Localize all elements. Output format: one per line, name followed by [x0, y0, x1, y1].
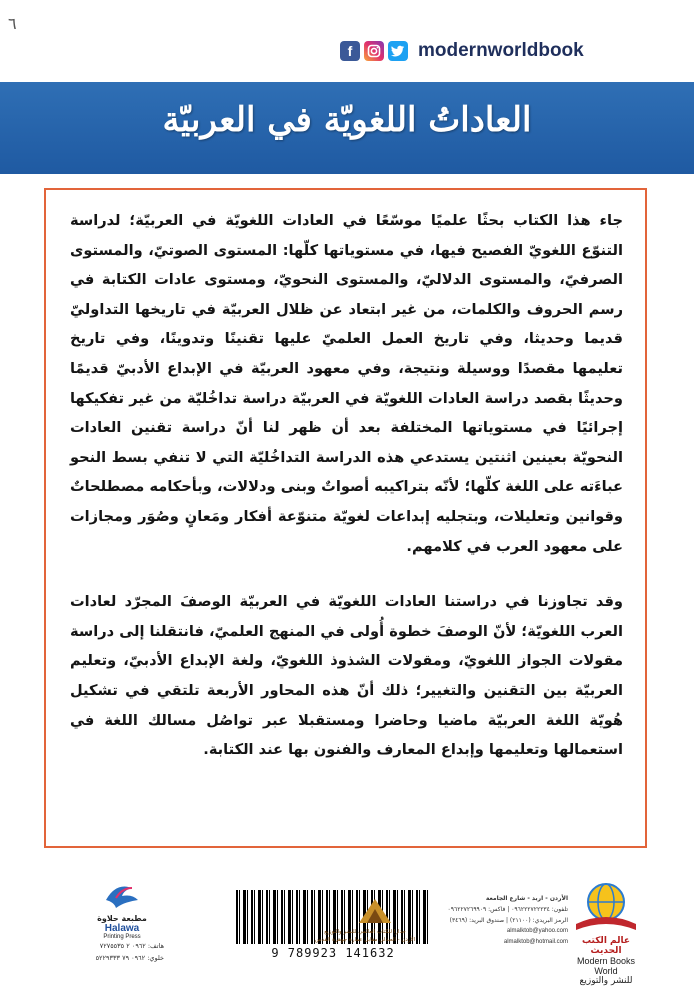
publisher-contact	[418, 893, 568, 948]
publisher-email-2: almalktob@hotmail.com	[503, 939, 568, 945]
publisher-postal: الرمز البريدي: (٢١١٠٠) | صندوق البريد: (٣٤٦٩)	[449, 917, 568, 924]
distributor-address: الأردن - العبدلي مقابل عمارة جوهرة القدس	[314, 937, 416, 943]
barcode-number: 9 789923 141632	[271, 946, 395, 960]
printer-name-en: Halawa	[104, 923, 140, 934]
description-paragraph-1: جاء هذا الكتاب بحثًا علميًا موسّعًا في العادات اللغويّة في العربيّة؛ لدراسة التنوّع اللغويّ الفصيح فيها، في مستوياتها كلّها: المستوى الصوتيّ، والمستوى الصرفيّ، والمستوى الدلاليّ، والمستوى النحويّ، ومستوى عادات الكتابة في رسم الحروف والكلمات، من غير ابتعاد عن ظلال العربيّة في تاريخها التداوليّ قديما وحديثا، وفي تاريخ العمل العلميّ عليها تقنينًا وتدوينًا، وفي تاريخ تعليمها مقصدًا ووسيلة ونتيجة، وفي معهود العربيّة في الإبداع الأدبيّ قديمًا وحديثًا بقصد دراسة العادات اللغويّة في العربيّة دراسة تداخُليّة من غير تفكيكها إجرائيًا في مستوياتها المختلفة بعد أن ظهر لنا أنّ دراسة تقنين العادات النحويّة بعينين اثنتين يستدعي هذه الدراسة التداخُليّة التي لا تنفي بسط النحو عباءَته على اللغة كلّها؛ لأنّه بتراكيبه أصواتٌ وبنى ودلالات، وبأحكامه مصطلحاتٌ وقوانين وتعليلات، وبتجليه إبداعات لغويّة متنوّعة أفكار ومَعانٍ وصُوَر ومجازات على معهود العرب في كلامهم.	[70, 212, 623, 555]
distributor-block	[330, 895, 420, 929]
publisher-phones: تلفون: ٠٩٦٢٢٢٧٢٢٢٣٤ | فاكس: ٠٩٦٢٢٧٢٦٩٩٠٩	[447, 906, 568, 913]
printer-logo	[92, 880, 152, 940]
social-handle: modernworldbook	[418, 40, 584, 61]
distributor-text	[306, 928, 424, 944]
twitter-icon	[388, 41, 408, 61]
description-paragraph-2: وقد تجاوزنا في دراستنا العادات اللغويّة في العربيّة الوصفَ المجرّد لعادات العرب اللغويّة؛ لأنّ الوصفَ خطوة أُولى في المنهج العلميّ، فانتقلنا إلى دراسة مقولات الجواز اللغويّ، ومقولات الشذوذ اللغويّ، ولغة الإبداع الأدبيّ، وتعليم العربيّة بين التقنين والتغيير؛ ذلك أنّ هذه المحاور الأربعة تلتقي في تشكيل هُويّة اللغة العربيّة ماضيا وحاضرا ومستقبلا عبر تواصُل مسالك اللغة في استعمالها وتعليمها وإبداع المعارف والفنون بها عند الكتابة.	[70, 593, 623, 759]
publisher-tagline: للنشر والتوزيع	[579, 976, 633, 986]
description-text	[70, 206, 623, 765]
book-title: العاداتُ اللغويّة في العربيّة	[162, 100, 532, 140]
globe-books-icon	[566, 880, 646, 932]
printer-name-en-sub: Printing Press	[103, 934, 141, 940]
printer-mobile: خلوي: ٠٩٦٢ ٧٩ ٥٢٢٩٣٣٣	[95, 954, 164, 962]
printer-name-ar: مطبعة حلاوة	[97, 914, 147, 923]
publisher-logo-text: عالم الكتب الحديث	[582, 936, 630, 956]
distributor-name: جدارا للكتاب العالمي للنشر والتوزيع	[324, 929, 406, 935]
publisher-logo	[566, 880, 646, 986]
publisher-address: الأردن - اربد - شارع الجامعة	[485, 895, 568, 902]
printer-phone: هاتف: ٠٩٦٢ ٢ ٧٢٧٥٥٣٥	[99, 942, 164, 950]
instagram-icon	[364, 41, 384, 61]
printer-contact	[64, 940, 164, 964]
page-corner-mark: ٦	[8, 14, 17, 33]
bird-icon	[102, 880, 142, 910]
publisher-email-1: almalktob@yahoo.com	[506, 928, 568, 934]
distributor-emblem-icon	[353, 895, 397, 925]
facebook-icon: f	[340, 41, 360, 61]
publisher-name-en: Modern Books World	[576, 956, 636, 976]
social-bar	[340, 40, 584, 62]
